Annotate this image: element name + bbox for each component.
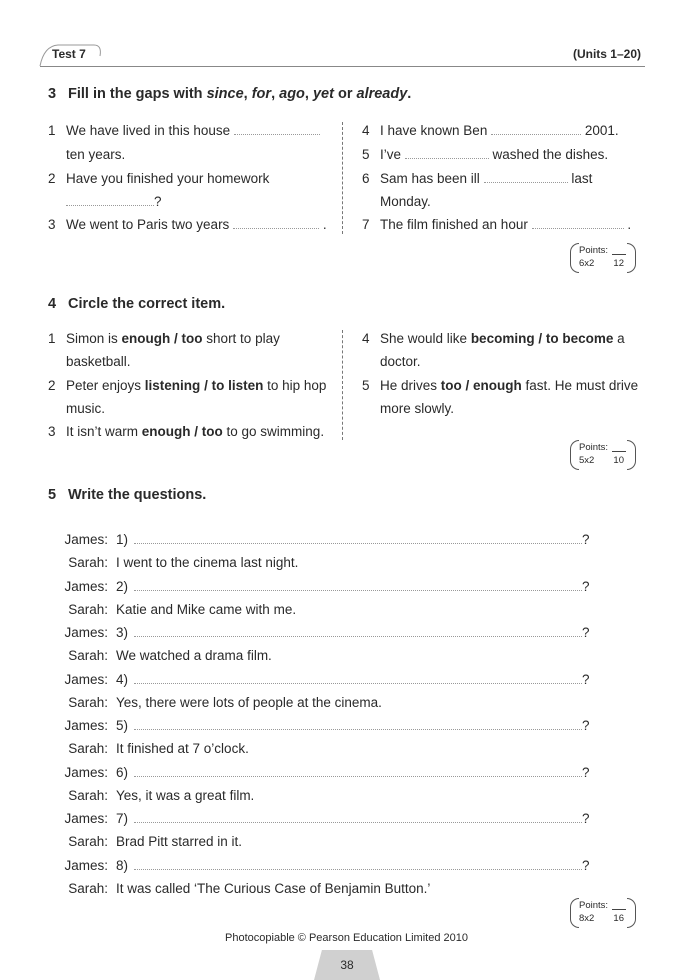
answer-line xyxy=(48,646,272,666)
question-mark: ? xyxy=(582,671,590,687)
speaker-label: Sarah: xyxy=(68,741,108,757)
option-a[interactable]: too xyxy=(440,378,462,393)
s3-item-2-cont: ? xyxy=(66,192,162,212)
answer-text: We watched a drama film. xyxy=(116,648,272,664)
test-label: Test 7 xyxy=(52,47,86,61)
answer-text: Yes, it was a great film. xyxy=(116,787,255,803)
question-number: 7) xyxy=(116,811,129,826)
question-line xyxy=(48,670,590,690)
speaker-label: James: xyxy=(64,532,108,547)
speaker-label: Sarah: xyxy=(68,694,108,710)
option-a[interactable]: listening xyxy=(144,378,201,393)
answer-line xyxy=(48,553,298,573)
s3-item-1-cont: ten years. xyxy=(66,147,126,162)
option-a[interactable]: enough xyxy=(141,424,191,439)
option-a[interactable]: enough xyxy=(121,331,171,346)
s4-item-4-cont: doctor. xyxy=(380,354,421,369)
answer-gap[interactable] xyxy=(484,172,568,183)
question-mark: ? xyxy=(582,718,590,733)
speaker-label: James: xyxy=(64,811,108,826)
question-line xyxy=(48,530,590,550)
question-mark: ? xyxy=(582,811,590,826)
speaker-label: Sarah: xyxy=(68,555,108,571)
question-number: 6) xyxy=(116,764,129,780)
answer-text: Yes, there were lots of people at the cinema. xyxy=(116,694,382,710)
question-write-line[interactable] xyxy=(134,812,582,823)
question-mark: ? xyxy=(582,578,590,594)
question-number: 1) xyxy=(116,532,129,547)
option-b[interactable]: to listen xyxy=(211,378,264,393)
speaker-label: Sarah: xyxy=(68,787,108,803)
answer-gap[interactable] xyxy=(405,148,489,159)
section4-points-box: Points: 5x2 10 xyxy=(570,440,636,470)
section3-number: 3 xyxy=(48,86,57,102)
question-write-line[interactable] xyxy=(134,626,582,637)
s3-item-5: 5 I’ve washed the dishes. xyxy=(362,147,609,162)
s4-item-1-cont: basketball. xyxy=(66,354,131,369)
question-number: 2) xyxy=(116,578,129,594)
question-number: 5) xyxy=(116,718,129,733)
option-a[interactable]: becoming xyxy=(470,331,535,346)
question-line xyxy=(48,716,590,736)
column-divider xyxy=(342,330,343,440)
answer-gap[interactable] xyxy=(491,124,581,135)
copyright-footer: Photocopiable © Pearson Education Limited 2010 xyxy=(225,932,468,944)
page-number: 38 xyxy=(340,958,354,972)
answer-gap[interactable] xyxy=(233,218,319,229)
s3-item-1: 1 We have lived in this house xyxy=(48,121,320,141)
section4-title: 4 Circle the correct item. xyxy=(48,296,226,312)
s4-item-2-cont: music. xyxy=(66,401,106,416)
section3-points-box: Points: 6x2 12 xyxy=(570,243,636,273)
speaker-label: Sarah: xyxy=(68,648,108,664)
speaker-label: James: xyxy=(64,764,108,780)
s4-item-1: 1 Simon is enough / too short to play xyxy=(48,331,280,346)
s3-item-6-cont: Monday. xyxy=(380,194,431,209)
question-mark: ? xyxy=(582,764,590,780)
speaker-label: Sarah: xyxy=(68,834,108,850)
question-line xyxy=(48,856,590,876)
option-b[interactable]: too xyxy=(181,331,203,346)
answer-line xyxy=(48,879,430,899)
answer-line xyxy=(48,832,242,852)
question-mark: ? xyxy=(582,625,590,640)
option-b[interactable]: to become xyxy=(545,331,614,346)
question-write-line[interactable] xyxy=(134,533,582,544)
answer-line xyxy=(48,739,249,759)
question-line xyxy=(48,577,590,597)
answer-text: I went to the cinema last night. xyxy=(116,555,299,571)
speaker-label: Sarah: xyxy=(68,880,108,896)
question-number: 3) xyxy=(116,625,129,640)
question-line xyxy=(48,763,590,783)
answer-line xyxy=(48,786,254,806)
s4-item-5-cont: more slowly. xyxy=(380,401,455,416)
speaker-label: James: xyxy=(64,857,108,873)
s4-item-2: 2 Peter enjoys listening / to listen to hip hop xyxy=(48,378,327,393)
s4-item-4: 4 She would like becoming / to become a xyxy=(362,331,625,346)
s3-item-7: 7 The film finished an hour . xyxy=(362,217,632,232)
question-number: 4) xyxy=(116,671,129,687)
answer-gap[interactable] xyxy=(66,195,154,206)
answer-line xyxy=(48,600,296,620)
units-label: (Units 1–20) xyxy=(572,47,641,61)
speaker-label: James: xyxy=(64,718,108,733)
question-write-line[interactable] xyxy=(134,766,582,777)
question-write-line[interactable] xyxy=(134,719,582,730)
answer-text: Katie and Mike came with me. xyxy=(116,601,297,617)
s3-item-3: 3 We went to Paris two years . xyxy=(48,217,327,232)
answer-text: It was called ‘The Curious Case of Benjamin Button.’ xyxy=(116,880,431,896)
speaker-label: James: xyxy=(64,578,108,594)
question-line xyxy=(48,809,590,829)
question-mark: ? xyxy=(582,857,590,873)
answer-gap[interactable] xyxy=(234,124,320,135)
answer-gap[interactable] xyxy=(532,218,624,229)
speaker-label: Sarah: xyxy=(68,601,108,617)
section5-points-box: Points: 8x2 16 xyxy=(570,898,636,928)
header-rule xyxy=(40,66,645,67)
question-write-line[interactable] xyxy=(134,580,582,591)
question-write-line[interactable] xyxy=(134,673,582,684)
answer-text: It finished at 7 o’clock. xyxy=(116,741,249,757)
speaker-label: James: xyxy=(64,625,108,640)
question-line xyxy=(48,623,590,643)
question-write-line[interactable] xyxy=(134,859,582,870)
section3-title: 3 Fill in the gaps with since, for, ago, yet or already. xyxy=(48,86,412,102)
speaker-label: James: xyxy=(64,671,108,687)
s3-item-6: 6 Sam has been ill last xyxy=(362,171,593,186)
column-divider xyxy=(342,122,343,234)
s3-item-2: 2 Have you finished your homework xyxy=(48,171,270,186)
question-number: 8) xyxy=(116,857,129,873)
answer-line xyxy=(48,693,382,713)
s3-item-4: 4 I have known Ben 2001. xyxy=(362,123,619,138)
option-b[interactable]: enough xyxy=(473,378,522,393)
section5-title: 5 Write the questions. xyxy=(48,487,207,503)
s4-item-5: 5 He drives too / enough fast. He must drive xyxy=(362,378,639,393)
option-b[interactable]: too xyxy=(201,424,223,439)
answer-text: Brad Pitt starred in it. xyxy=(116,834,243,850)
s4-item-3: 3 It isn’t warm enough / too to go swimming. xyxy=(48,424,325,439)
question-mark: ? xyxy=(582,532,590,547)
